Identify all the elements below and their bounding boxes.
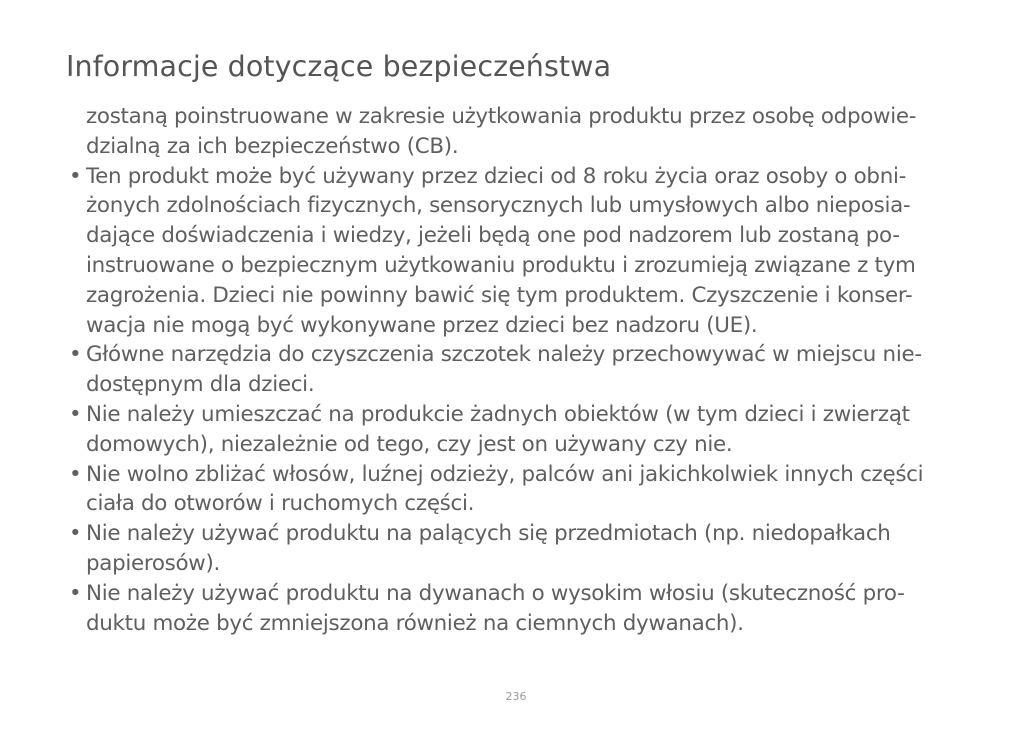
item-text: Nie należy umieszczać na produkcie żadnych obiektów (w tym dzieci i zwierząt xyxy=(86,401,910,427)
page-number: 236 xyxy=(505,690,527,703)
item-line: dostępnym dla dzieci. xyxy=(86,372,315,398)
item-text: Nie wolno zbliżać włosów, luźnej odzieży, palców ani jakichkolwiek innych części xyxy=(86,461,924,487)
item-line: domowych), niezależnie od tego, czy jest on używany czy nie. xyxy=(86,431,733,457)
item-text: Nie należy używać produktu na dywanach o wysokim włosiu (skuteczność pro- xyxy=(86,580,905,606)
item-line: ciała do otworów i ruchomych części. xyxy=(86,491,475,517)
item-line: żonych zdolnościach fizycznych, sensorycznych lub umysłowych albo nieposia- xyxy=(86,193,911,219)
bullet-icon: • xyxy=(69,461,82,487)
item-line: instruowane o bezpiecznym użytkowaniu produktu i zrozumieją związane z tym xyxy=(86,252,916,278)
bullet-icon: • xyxy=(69,163,82,189)
item-line: papierosów). xyxy=(86,550,221,576)
safety-list xyxy=(66,102,966,638)
list-item xyxy=(66,519,966,579)
list-item xyxy=(66,579,966,639)
item-line xyxy=(66,519,966,549)
item-text: Nie należy używać produktu na palących się przedmiotach (np. niedopałkach xyxy=(86,521,891,547)
item-line xyxy=(66,460,966,490)
item-line: dające doświadczenia i wiedzy, jeżeli będą one pod nadzorem lub zostaną po- xyxy=(86,223,900,249)
item-line xyxy=(66,340,966,370)
intro-line: dzialną za ich bezpieczeństwo (CB). xyxy=(86,133,459,159)
list-item xyxy=(66,340,966,400)
list-item xyxy=(66,460,966,520)
page-title: Informacje dotyczące bezpieczeństwa xyxy=(66,50,612,83)
list-item xyxy=(66,400,966,460)
item-line xyxy=(66,162,966,192)
item-line: wacja nie mogą być wykonywane przez dzieci bez nadzoru (UE). xyxy=(86,312,758,338)
bullet-icon: • xyxy=(69,521,82,547)
bullet-icon: • xyxy=(69,580,82,606)
item-line: duktu może być zmniejszona również na ciemnych dywanach). xyxy=(86,610,744,636)
list-item xyxy=(66,162,966,341)
item-line xyxy=(66,579,966,609)
intro-line: zostaną poinstruowane w zakresie użytkowania produktu przez osobę odpowie- xyxy=(86,104,917,129)
item-text: Ten produkt może być używany przez dzieci od 8 roku życia oraz osoby o obni- xyxy=(86,163,907,189)
item-text: Główne narzędzia do czyszczenia szczotek należy przechowywać w miejscu nie- xyxy=(86,342,922,368)
bullet-icon: • xyxy=(69,342,82,368)
bullet-icon: • xyxy=(69,401,82,427)
item-line xyxy=(66,400,966,430)
item-line: zagrożenia. Dzieci nie powinny bawić się tym produktem. Czyszczenie i konser- xyxy=(86,282,913,308)
